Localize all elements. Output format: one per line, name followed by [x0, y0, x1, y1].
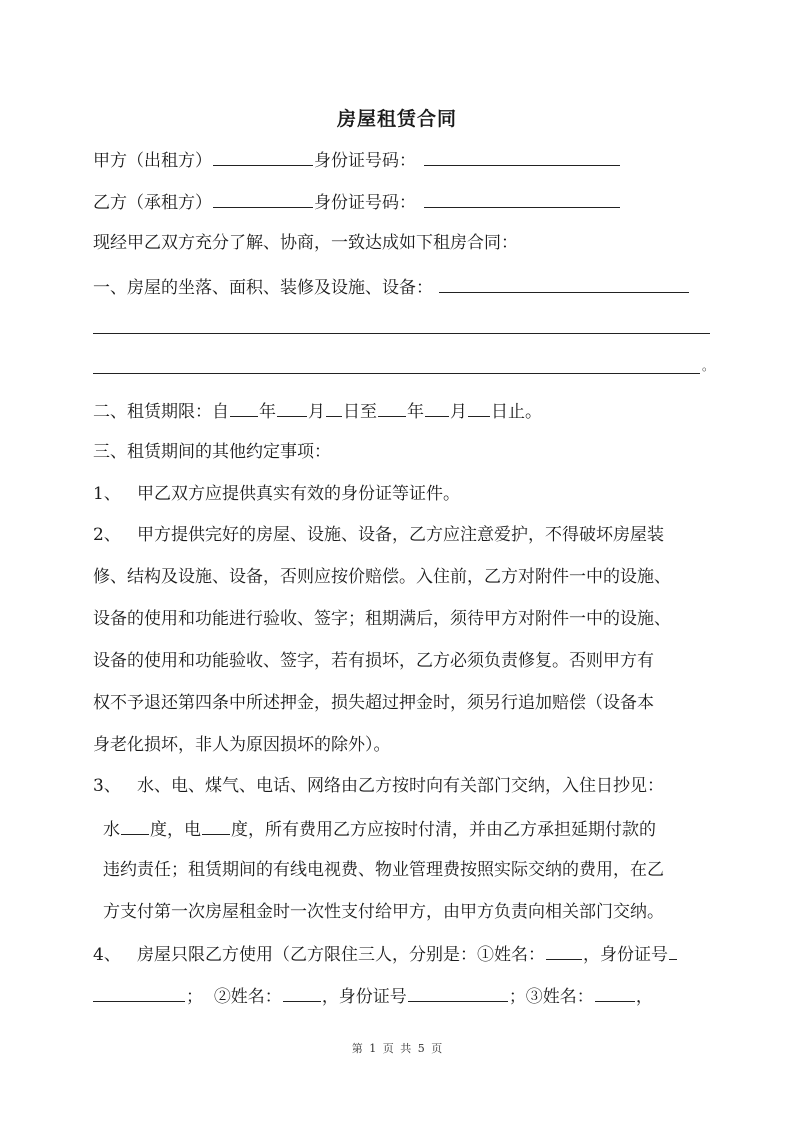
item-2-line-1: [93, 523, 664, 547]
day-end-label: 日止。: [491, 402, 542, 422]
party-b-id-label: 身份证号码：: [314, 193, 416, 213]
item-3-number: 3、: [93, 776, 121, 796]
separator: ，: [635, 987, 653, 1007]
item-4-text: 房屋只限乙方使用（乙方限住三人，分别是：①姓名：: [137, 945, 546, 965]
section-1-end-mark: 。: [702, 359, 715, 373]
item-4-line-1: [93, 941, 678, 965]
item-2-text: 甲方提供完好的房屋、设施、设备，乙方应注意爱护，不得破坏房屋装: [137, 525, 665, 545]
item-2-number: 2、: [93, 525, 121, 545]
id-label: ，身份证号: [321, 987, 407, 1007]
item-2-line-6: 身老化损坏，非人为原因损坏的除外）。: [93, 735, 391, 755]
end-day-field[interactable]: [468, 398, 490, 417]
section-1-field-2[interactable]: [93, 333, 710, 334]
item-1: [93, 482, 460, 506]
water-label: 水: [103, 820, 120, 840]
item-1-text: 甲乙双方应提供真实有效的身份证等证件。: [137, 484, 461, 504]
occupant-2-name-field[interactable]: [283, 983, 321, 1002]
occupant-1-id-field[interactable]: [669, 941, 677, 960]
item-3-line-1: [93, 774, 664, 798]
item-3-text: 水、电、煤气、电话、网络由乙方按时向有关部门交纳，入住日抄见：: [137, 776, 665, 796]
page-title: 房屋租赁合同: [336, 108, 457, 130]
section-1-field-1[interactable]: [439, 274, 689, 293]
item-4-number: 4、: [93, 945, 121, 965]
end-month-field[interactable]: [425, 398, 449, 417]
item-3-line-2: [103, 816, 656, 840]
page-footer: 第 1 页 共 5 页: [351, 1042, 443, 1055]
id-label: ，身份证号: [583, 945, 669, 965]
start-month-field[interactable]: [277, 398, 307, 417]
party-b-id-field[interactable]: [424, 189, 620, 208]
intro-text: 现经甲乙双方充分了解、协商，一致达成如下租房合同：: [93, 233, 518, 253]
party-a-row: [93, 147, 621, 171]
electric-reading-field[interactable]: [202, 816, 230, 835]
party-b-label: 乙方（承租方）: [93, 193, 212, 213]
party-b-row: [93, 189, 621, 213]
section-1-row: [93, 274, 690, 298]
electric-label: 度，电: [150, 820, 201, 840]
item-2-line-4: 设备的使用和功能验收、签字，若有损坏，乙方必须负责修复。否则甲方有: [93, 651, 654, 671]
occupant-2-label: ②姓名：: [213, 987, 282, 1007]
month-label: 月: [450, 402, 467, 422]
occupant-3-label: ；③姓名：: [508, 987, 594, 1007]
start-day-field[interactable]: [326, 398, 342, 417]
section-3-heading: 三、租赁期间的其他约定事项：: [93, 442, 331, 462]
section-1-field-3[interactable]: [93, 373, 700, 374]
occupant-1-name-field[interactable]: [546, 941, 582, 960]
separator: ；: [186, 987, 203, 1007]
occupant-3-name-field[interactable]: [595, 983, 635, 1002]
item-2-line-3: 设备的使用和功能进行验收、签字；租期满后，须待甲方对附件一中的设施、: [93, 609, 671, 629]
end-year-field[interactable]: [378, 398, 406, 417]
section-2-row: [93, 398, 542, 422]
start-year-field[interactable]: [230, 398, 258, 417]
year-label: 年: [259, 402, 276, 422]
party-b-name-field[interactable]: [213, 189, 313, 208]
occupant-2-id-field[interactable]: [408, 983, 508, 1002]
item-2-line-5: 权不予退还第四条中所述押金，损失超过押金时，须另行追加赔偿（设备本: [93, 693, 654, 713]
item-3-line-4: 方支付第一次房屋租金时一次性支付给甲方，由甲方负责向相关部门交纳。: [103, 902, 664, 922]
year-label: 年: [407, 402, 424, 422]
item-2-line-2: 修、结构及设施、设备，否则应按价赔偿。入住前，乙方对附件一中的设施、: [93, 567, 671, 587]
item-3-line-3: 违约责任；租赁期间的有线电视费、物业管理费按照实际交纳的费用，在乙: [103, 860, 664, 880]
party-a-name-field[interactable]: [213, 147, 313, 166]
item-4-line-2: [93, 983, 653, 1007]
item-3-text: 度，所有费用乙方应按时付清，并由乙方承担延期付款的: [231, 820, 656, 840]
section-1-label: 一、房屋的坐落、面积、装修及设施、设备：: [93, 278, 433, 298]
occupant-1-id-field-cont[interactable]: [93, 983, 185, 1002]
party-a-label: 甲方（出租方）: [93, 151, 212, 171]
item-1-number: 1、: [93, 484, 121, 504]
water-reading-field[interactable]: [121, 816, 149, 835]
section-2-prefix: 二、租赁期限：自: [93, 402, 229, 422]
month-label: 月: [308, 402, 325, 422]
party-a-id-label: 身份证号码：: [314, 151, 416, 171]
day-to-label: 日至: [343, 402, 377, 422]
party-a-id-field[interactable]: [424, 147, 620, 166]
